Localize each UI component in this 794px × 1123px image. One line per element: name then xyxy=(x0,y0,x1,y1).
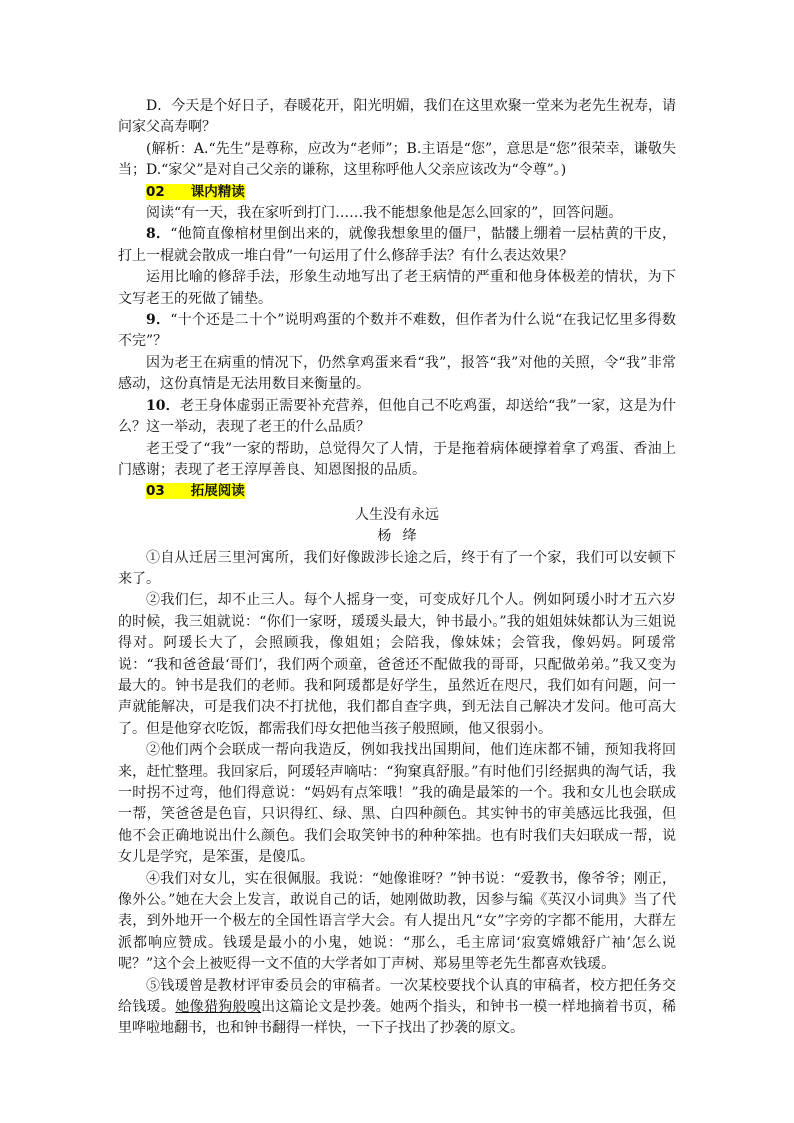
section-03-number: 03 xyxy=(146,483,165,500)
analysis-note: (解析：A.“先生”是尊称，应改为“老师”；B.主语是“您”，意思是“您”很荣幸，谦敬失当；D.“家父”是对自己父亲的谦称，这里称呼他人父亲应该改为“令尊”。) xyxy=(118,140,676,179)
section-02-number: 02 xyxy=(146,183,165,200)
article-paragraph-1: ①自从迁居三里河寓所，我们好像跋涉长途之后，终于有了一个家，我们可以安顿下来了。 xyxy=(118,549,676,587)
question-10 xyxy=(118,396,676,439)
answer-10: 老王受了“我”一家的帮助，总觉得欠了人情，于是拖着病体硬撑着拿了鸡蛋、香油上门感谢；表现了老王淳厚善良、知恩图报的品质。 xyxy=(118,440,676,478)
answer-9: 因为老王在病重的情况下，仍然拿鸡蛋来看“我”，报答“我”对他的关照，令“我”非常感动，这份真情是无法用数目来衡量的。 xyxy=(118,354,676,393)
question-d-prefix: D． xyxy=(146,98,172,114)
document-page xyxy=(118,96,676,1040)
question-10-number: 10． xyxy=(146,397,180,414)
section-02-label: 课内精读 xyxy=(190,183,245,200)
question-8 xyxy=(118,224,676,267)
article-paragraph-4: ④我们对女儿，实在很佩服。我说：“她像谁呀？”钟书说：“爱教书，像爷爷；刚正，像外公。”她在大会上发言，敢说自己的话，她刚做助教，因参与编《英汉小词典》当了代表，到外地开一个极左的全国性语言学大会。有人提出凡“女”字旁的字都不能用，大群左派都响应赞成。钱瑗是最小的小鬼，她说：“那么，毛主席词‘寂寞嫦娥舒广袖’怎么说呢？”这个会上被贬得一文不值的大学者如丁声树、郑易里等老先生都喜欢钱瑗。 xyxy=(118,870,676,973)
underlined-phrase: 她像猎狗般嗅 xyxy=(175,999,262,1016)
question-d-text: 今天是个好日子，春暖花开，阳光明媚，我们在这里欢聚一堂来为老先生祝寿，请问家父高寿啊？ xyxy=(118,98,677,136)
question-9-number: 9． xyxy=(146,312,171,329)
article-paragraph-5: ⑤钱瑗曾是教材评审委员会的审稿者。一次某校要找个认真的审稿者，校方把任务交给钱瑗。她像猎狗般嗅出这篇论文是抄袭。她两个指头，和钟书一模一样地摘着书页，稀里哗啦地翻书，也和钟书翻得一样快，一下子找出了抄袭的原文。 xyxy=(118,977,677,1037)
question-9 xyxy=(118,310,676,353)
article-paragraph-3: ②他们两个会联成一帮向我造反，例如我找出国期间，他们连床都不铺，预知我将回来，赶忙整理。我回家后，阿瑗轻声嘀咕：“狗窠真舒服。”有时他们引经据典的淘气话，我一时拐不过弯，他们得意说：“妈妈有点笨哦！”我的确是最笨的一个。我和女儿也会联成一帮，笑爸爸是色盲，只识得红、绿、黑、白四种颜色。其实钟书的审美感远比我强，但他不会正确地说出什么颜色。我们会取笑钟书的种种笨拙。也有时我们夫妇联成一帮，说女儿是学究，是笨蛋，是傻瓜。 xyxy=(118,742,676,866)
question-d xyxy=(118,96,676,139)
article-author: 杨绛 xyxy=(377,528,428,545)
section-02-heading xyxy=(118,182,676,203)
question-10-text: 老王身体虚弱正需要补充营养，但他自己不吃鸡蛋，却送给“我”一家，这是为什么？这一举动，表现了老王的什么品质？ xyxy=(118,397,677,436)
section-03-label: 拓展阅读 xyxy=(190,483,245,500)
question-8-text: “他简直像棺材里倒出来的，就像我想象里的僵尸，骷髅上绷着一层枯黄的干皮，打上一棍就会散成一堆白骨”一句运用了什么修辞手法？有什么表达效果？ xyxy=(118,226,676,264)
section-03-heading xyxy=(118,481,676,502)
question-9-text: “十个还是二十个”说明鸡蛋的个数并不难数，但作者为什么说“在我记忆里多得数不完”？ xyxy=(118,312,676,350)
article-title: 人生没有永远 xyxy=(355,506,439,523)
article-paragraph-2: ②我们仨，却不止三人。每个人摇身一变，可变成好几个人。例如阿瑗小时才五六岁的时候，我三姐就说：“你们一家呀，瑗瑗头最大，钟书最小。”我的姐姐妹妹都认为三姐说得对。阿瑗长大了，会照顾我，像姐姐；会陪我，像妹妹；会管我，像妈妈。阿瑗常说：“我和爸爸最‘哥们’，我们两个顽童，爸爸还不配做我的哥哥，只配做弟弟。”我又变为最大的。钟书是我们的老师。我和阿瑗都是好学生，虽然近在咫尺，我们如有问题，问一声就能解决，可是我们决不打扰他，我们都自查字典，到无法自己解决才发问。他可高大了。但是他穿衣吃饭，都需我们母女把他当孩子般照顾，他又很弱小。 xyxy=(118,592,676,737)
answer-8: 运用比喻的修辞手法，形象生动地写出了老王病情的严重和他身体极差的情状，为下文写老王的死做了铺垫。 xyxy=(118,269,676,307)
reading-intro: 阅读“有一天，我在家听到打门……我不能想象他是怎么回家的”，回答问题。 xyxy=(146,205,623,222)
question-8-number: 8． xyxy=(146,226,171,243)
